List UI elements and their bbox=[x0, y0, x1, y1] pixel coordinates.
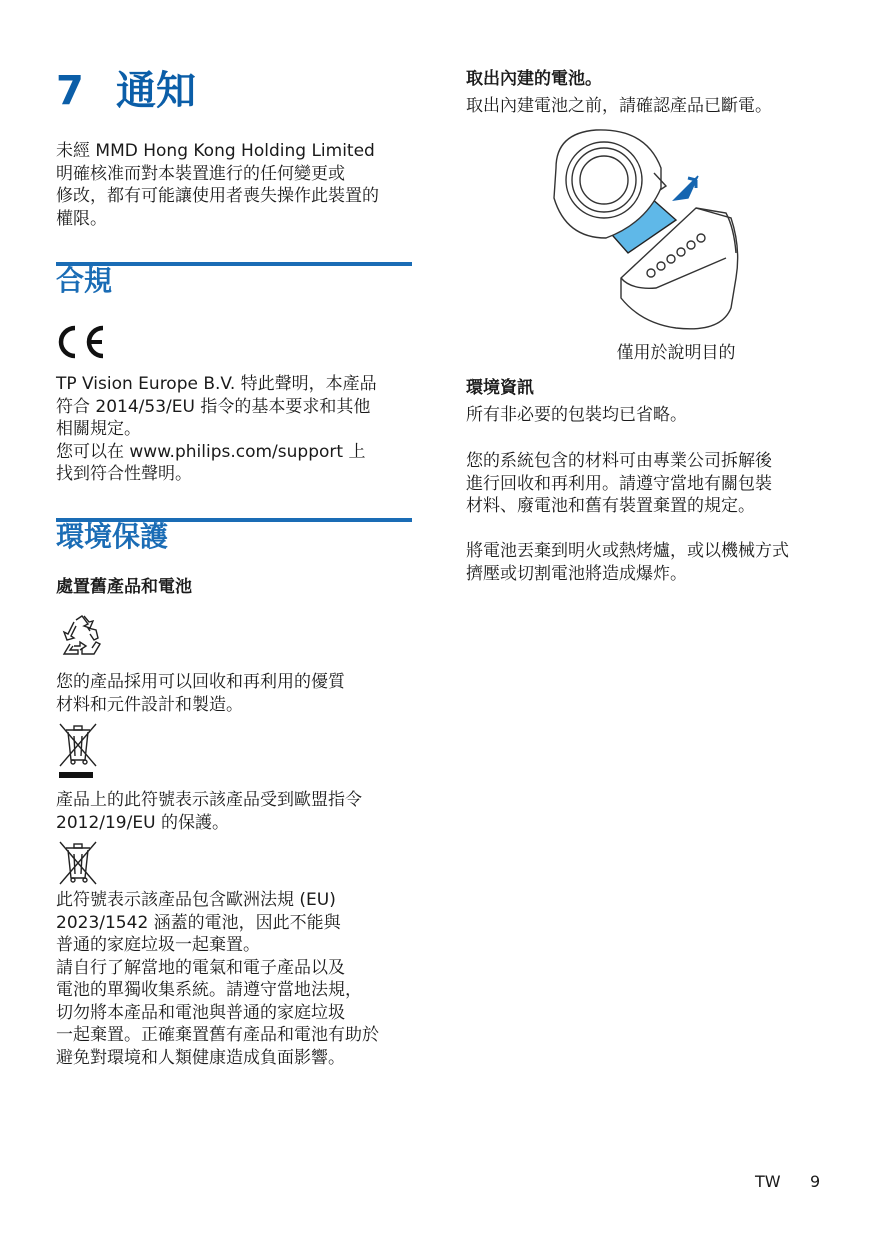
footer-language: TW bbox=[755, 1172, 781, 1191]
illustration-caption: 僅用於說明目的 bbox=[616, 343, 736, 363]
compliance-heading: 合規 bbox=[56, 264, 113, 297]
environment-info-heading: 環境資訊 bbox=[466, 378, 534, 398]
environment-heading: 環境保護 bbox=[56, 520, 169, 553]
recycle-text: 您的產品採用可以回收和再利用的優質 材料和元件設計和製造。 bbox=[56, 672, 345, 715]
arrow-icon bbox=[674, 176, 698, 200]
chapter-number: 7 bbox=[56, 68, 84, 114]
recycle-icon bbox=[60, 614, 104, 662]
environment-info-p3: 將電池丟棄到明火或熱烤爐，或以機械方式 擠壓或切割電池將造成爆炸。 bbox=[466, 541, 789, 584]
compliance-text: TP Vision Europe B.V. 特此聲明，本產品 符合 2014/53/EU 指令的基本要求和其他 相關規定。 您可以在 www.philips.com/support 上 找到符合性聲明。 bbox=[56, 374, 377, 484]
battery-removal-heading: 取出內建的電池。 bbox=[466, 69, 602, 89]
weee-text: 產品上的此符號表示該產品受到歐盟指令 2012/19/EU 的保護。 bbox=[56, 790, 362, 833]
crossed-bin-icon bbox=[58, 722, 98, 786]
environment-info-p1: 所有非必要的包裝均已省略。 bbox=[466, 405, 687, 425]
ce-mark-icon bbox=[56, 322, 108, 366]
page-number: 9 bbox=[810, 1172, 821, 1191]
environment-info-p2: 您的系統包含的材料可由專業公司拆解後 進行回收和再利用。請遵守當地有關包裝 材料、廢電池和舊有裝置棄置的規定。 bbox=[466, 451, 772, 516]
disposal-subheading: 處置舊產品和電池 bbox=[56, 577, 192, 597]
battery-removal-illustration bbox=[536, 128, 816, 342]
battery-removal-text: 取出內建電池之前，請確認產品已斷電。 bbox=[466, 96, 772, 116]
chapter-heading bbox=[56, 68, 196, 114]
crossed-bin-battery-icon bbox=[58, 840, 98, 890]
intro-paragraph: 未經 MMD Hong Kong Holding Limited 明確核准而對本裝置進行的任何變更或 修改，都有可能讓使用者喪失操作此裝置的 權限。 bbox=[56, 141, 379, 229]
battery-directive-text: 此符號表示該產品包含歐洲法規 (EU) 2023/1542 涵蓋的電池，因此不能與 普通的家庭垃圾一起棄置。 請自行了解當地的電氣和電子產品以及 電池的單獨收集系統。請遵守當地法規， 切勿將本產品和電池與普通的家庭垃圾 一起棄置。正確棄置舊有產品和電池有助於 避免對環境和人類健康造成負面影響。 bbox=[56, 890, 379, 1068]
chapter-title: 通知 bbox=[116, 68, 196, 114]
